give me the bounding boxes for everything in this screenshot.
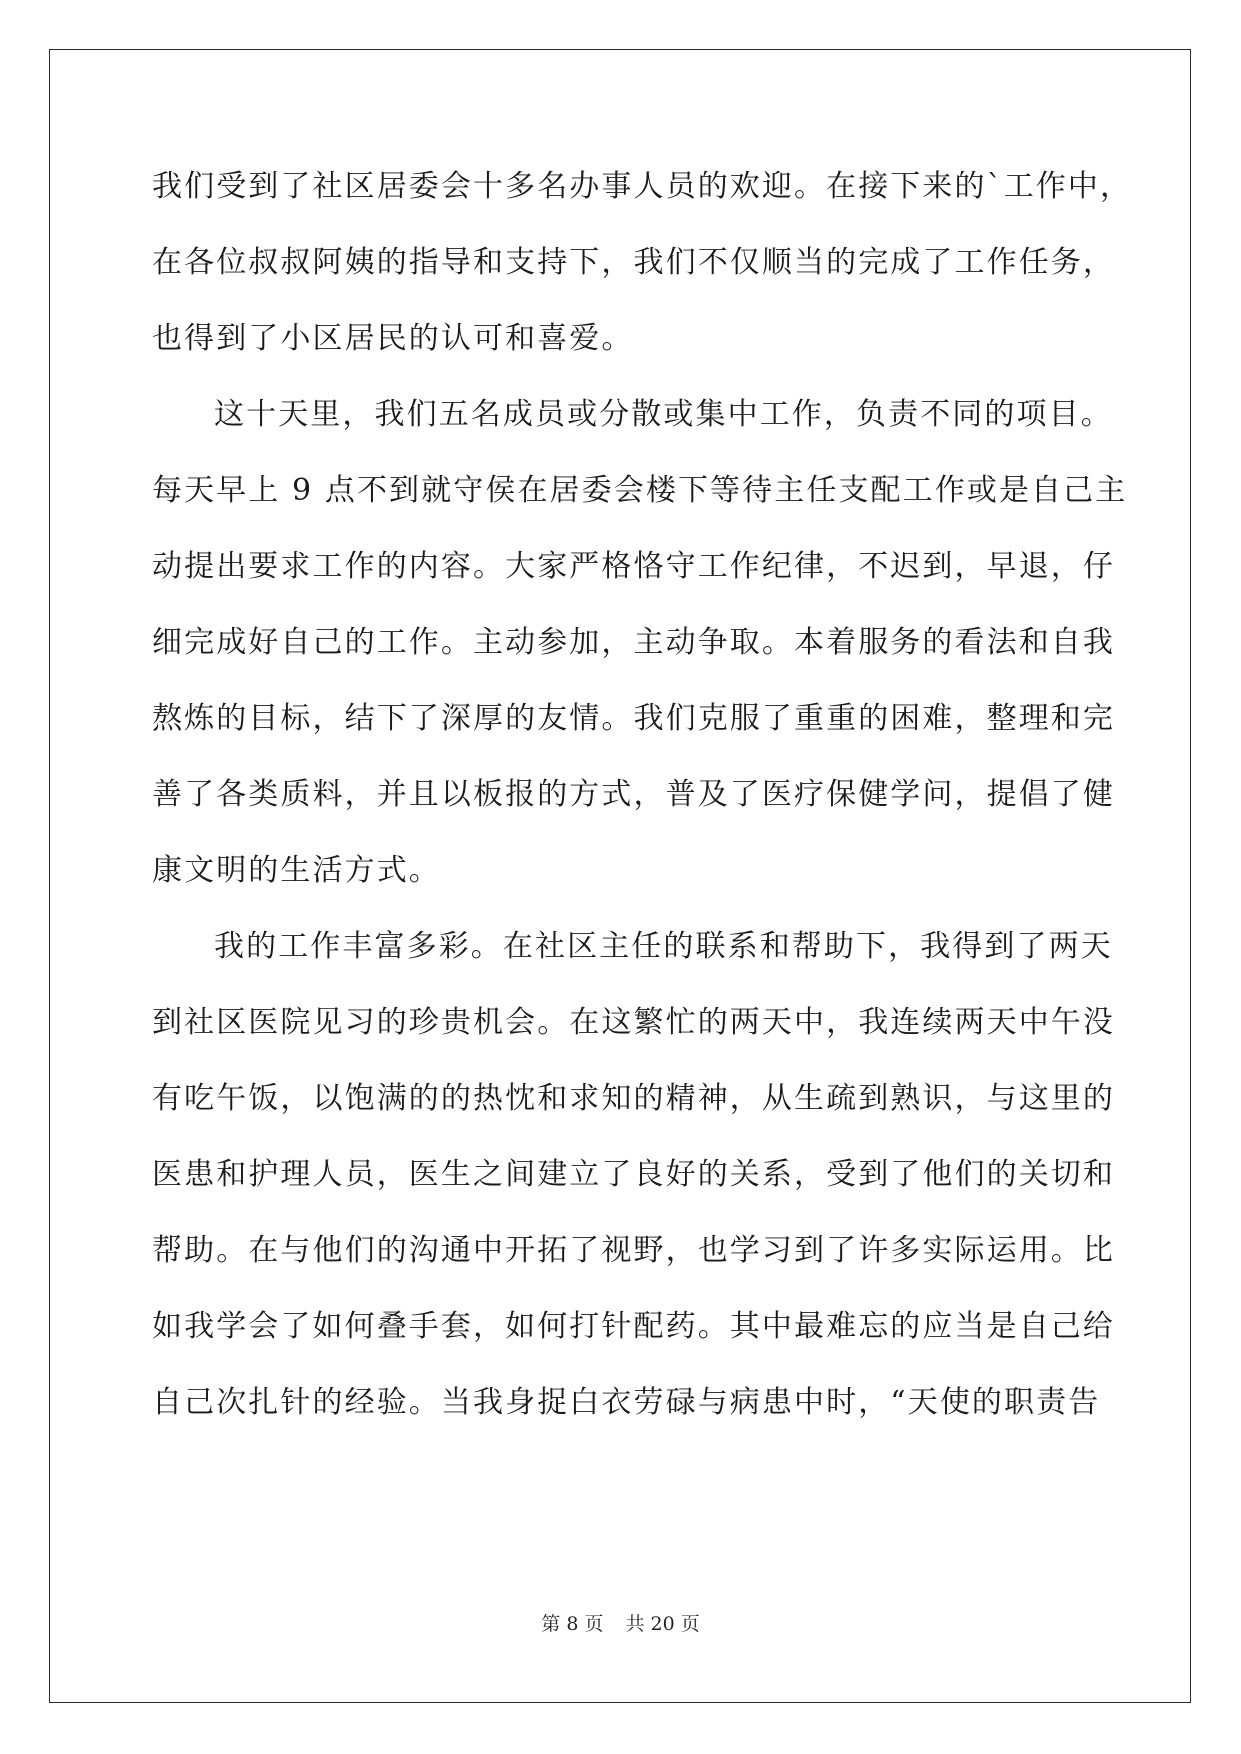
text-line: 熬炼的目标，结下了深厚的友情。我们克服了重重的困难，整理和完 <box>152 701 1115 736</box>
text-line: 帮助。在与他们的沟通中开拓了视野，也学习到了许多实际运用。比 <box>152 1233 1115 1268</box>
text-line: 也得到了小区居民的认可和喜爱。 <box>152 321 634 356</box>
text-line: 动提出要求工作的内容。大家严格恪守工作纪律，不迟到，早退，仔 <box>152 549 1115 584</box>
text-line: 康文明的生活方式。 <box>152 853 441 888</box>
page-number-total: 共 20 页 <box>625 1613 700 1635</box>
page-footer <box>0 1612 1241 1636</box>
text-line: 自己次扎针的经验。当我身捉白衣劳碌与病患中时，“天使的职责告 <box>152 1385 1101 1420</box>
text-line: 有吃午饭，以饱满的的热忱和求知的精神，从生疏到熟识，与这里的 <box>152 1081 1115 1116</box>
paragraph-first-line: 这十天里，我们五名成员或分散或集中工作，负责不同的项目。 <box>214 397 1113 432</box>
text-line: 每天早上 9 点不到就守侯在居委会楼下等待主任支配工作或是自己主 <box>152 473 1128 508</box>
text-line: 我们受到了社区居委会十多名办事人员的欢迎。在接下来的`工作中， <box>152 169 1133 204</box>
page-number-current: 第 8 页 <box>541 1613 604 1635</box>
text-line: 到社区医院见习的珍贵机会。在这繁忙的两天中，我连续两天中午没 <box>152 1005 1115 1040</box>
text-line: 在各位叔叔阿姨的指导和支持下，我们不仅顺当的完成了工作任务， <box>152 245 1115 280</box>
paragraph-first-line: 我的工作丰富多彩。在社区主任的联系和帮助下，我得到了两天 <box>214 929 1113 964</box>
text-line: 医患和护理人员，医生之间建立了良好的关系，受到了他们的关切和 <box>152 1157 1115 1192</box>
text-line: 善了各类质料，并且以板报的方式，普及了医疗保健学问，提倡了健 <box>152 777 1115 812</box>
text-line: 如我学会了如何叠手套，如何打针配药。其中最难忘的应当是自己给 <box>152 1309 1115 1344</box>
text-line: 细完成好自己的工作。主动参加，主动争取。本着服务的看法和自我 <box>152 625 1115 660</box>
